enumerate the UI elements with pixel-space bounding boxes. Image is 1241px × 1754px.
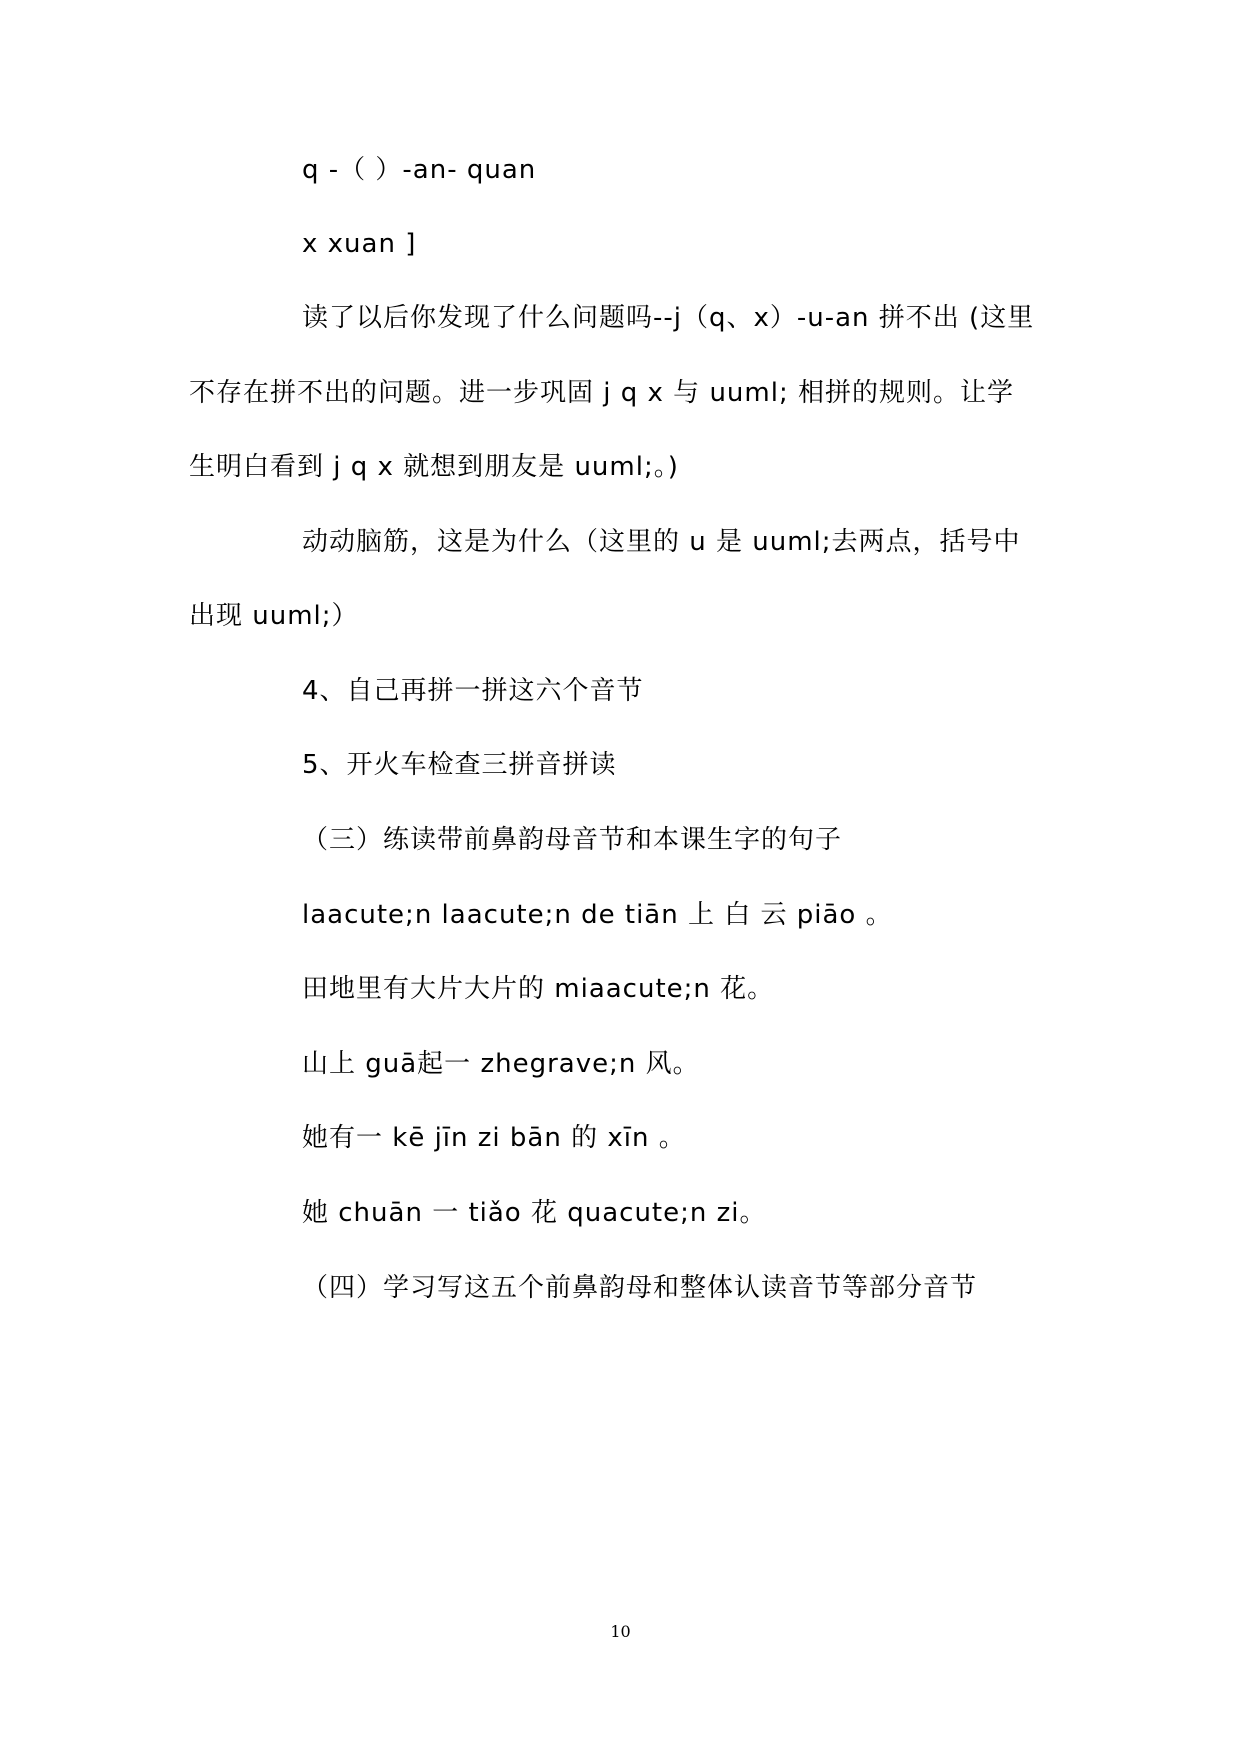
text-line: x xuan ] <box>302 229 417 259</box>
text-line: 5、开火车检查三拼音拼读 <box>302 750 617 780</box>
text-line: 动动脑筋，这是为什么（这里的 u 是 uuml;去两点，括号中 <box>302 527 1021 557</box>
text-line: laacute;n laacute;n de tiān 上 白 云 piāo 。 <box>302 900 893 930</box>
text-line: 田地里有大片大片的 miaacute;n 花。 <box>302 974 775 1004</box>
text-line: q -（ ）-an- quan <box>302 155 537 185</box>
page-number: 10 <box>610 1622 631 1641</box>
text-line: 她有一 kē jīn zi bān 的 xīn 。 <box>302 1123 686 1153</box>
text-line: 读了以后你发现了什么问题吗--j（q、x）-u-an 拼不出 (这里 <box>302 303 1035 333</box>
text-line: 山上 guā起一 zhegrave;n 风。 <box>302 1049 700 1079</box>
text-line: 出现 uuml;） <box>189 601 359 631</box>
text-line: 生明白看到 j q x 就想到朋友是 uuml;。) <box>189 452 679 482</box>
text-line: 她 chuān 一 tiǎo 花 quacute;n zi。 <box>302 1198 767 1228</box>
text-line: 4、自己再拼一拼这六个音节 <box>302 676 644 706</box>
text-line: 不存在拼不出的问题。进一步巩固 j q x 与 uuml; 相拼的规则。让学 <box>189 378 1014 408</box>
section-heading: （三）练读带前鼻韵母音节和本课生字的句子 <box>302 825 843 855</box>
section-heading: （四）学习写这五个前鼻韵母和整体认读音节等部分音节 <box>302 1273 978 1303</box>
